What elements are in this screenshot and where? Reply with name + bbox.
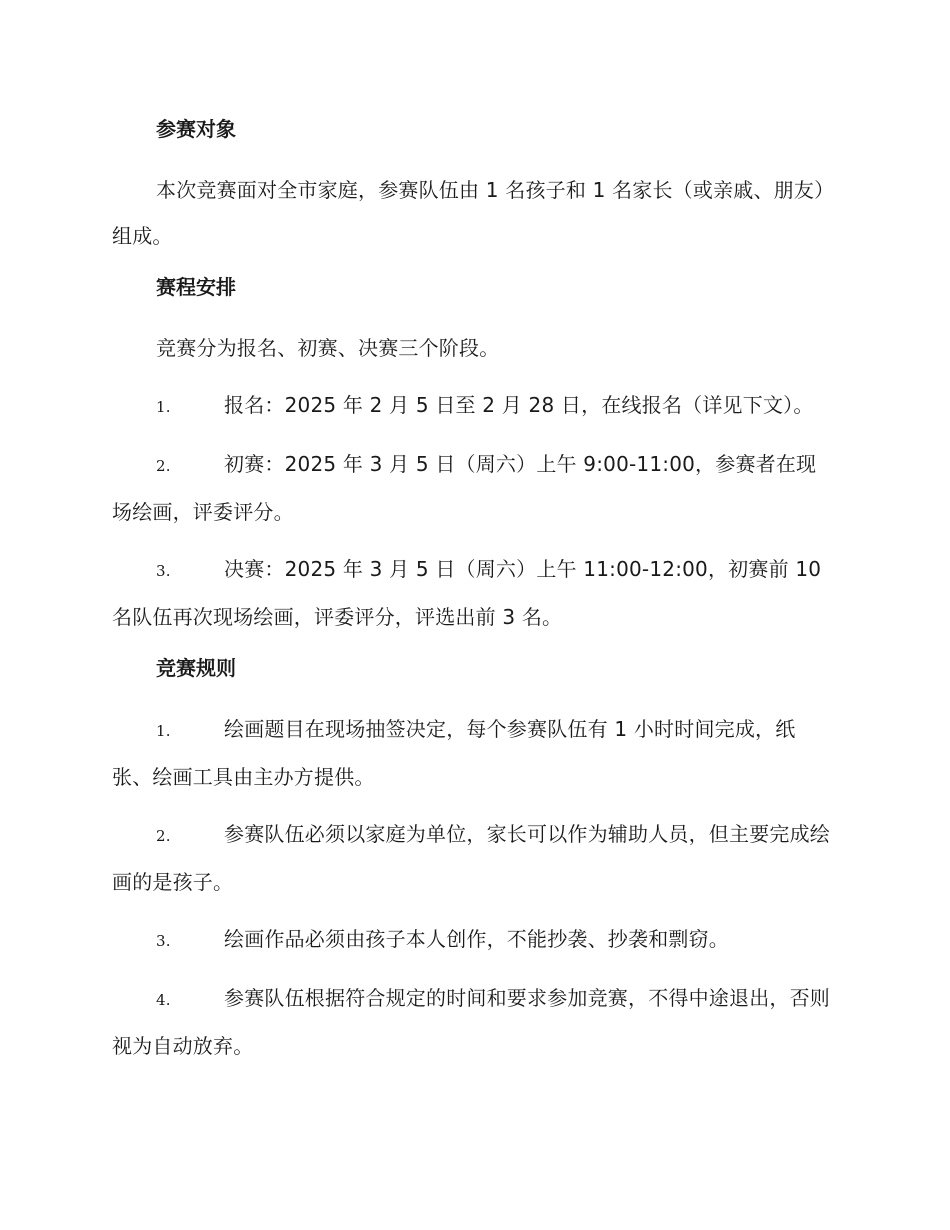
schedule-intro-paragraph: 竞赛分为报名、初赛、决赛三个阶段。 bbox=[156, 336, 500, 360]
section-heading-rules: 竞赛规则 bbox=[156, 656, 236, 680]
list-number: 4. bbox=[156, 991, 171, 1009]
schedule-item-1 bbox=[112, 382, 834, 430]
list-number: 2. bbox=[156, 457, 171, 475]
schedule-item-2 bbox=[112, 441, 834, 535]
list-item-text: 绘画作品必须由孩子本人创作，不能抄袭、抄袭和剽窃。 bbox=[224, 927, 729, 951]
list-item-text: 参赛队伍必须以家庭为单位，家长可以作为辅助人员，但主要完成绘画的是孩子。 bbox=[112, 822, 830, 894]
list-item-text: 参赛队伍根据符合规定的时间和要求参加竞赛，不得中途退出，否则视为自动放弃。 bbox=[112, 986, 830, 1058]
list-number: 1. bbox=[156, 722, 171, 740]
rules-item-1 bbox=[112, 706, 834, 800]
list-number: 1. bbox=[156, 398, 171, 416]
section-heading-participants: 参赛对象 bbox=[156, 117, 236, 141]
list-item-text: 初赛：2025 年 3 月 5 日（周六）上午 9:00-11:00，参赛者在现场绘画，评委评分。 bbox=[112, 452, 817, 524]
list-item-text: 报名：2025 年 2 月 5 日至 2 月 28 日，在线报名（详见下文）。 bbox=[224, 393, 814, 417]
section-heading-schedule: 赛程安排 bbox=[156, 275, 236, 299]
list-number: 3. bbox=[156, 932, 171, 950]
rules-item-3 bbox=[112, 916, 834, 964]
document-body bbox=[112, 113, 834, 1080]
list-item-text: 决赛：2025 年 3 月 5 日（周六）上午 11:00-12:00，初赛前 10 名队伍再次现场绘画，评委评分，评选出前 3 名。 bbox=[112, 557, 822, 629]
list-number: 3. bbox=[156, 562, 171, 580]
rules-item-2 bbox=[112, 811, 834, 905]
list-number: 2. bbox=[156, 827, 171, 845]
participants-paragraph: 本次竞赛面对全市家庭，参赛队伍由 1 名孩子和 1 名家长（或亲戚、朋友）组成。 bbox=[112, 178, 825, 248]
list-item-text: 绘画题目在现场抽签决定，每个参赛队伍有 1 小时时间完成，纸张、绘画工具由主办方提供。 bbox=[112, 717, 796, 789]
rules-item-4 bbox=[112, 975, 834, 1069]
schedule-item-3 bbox=[112, 546, 834, 640]
